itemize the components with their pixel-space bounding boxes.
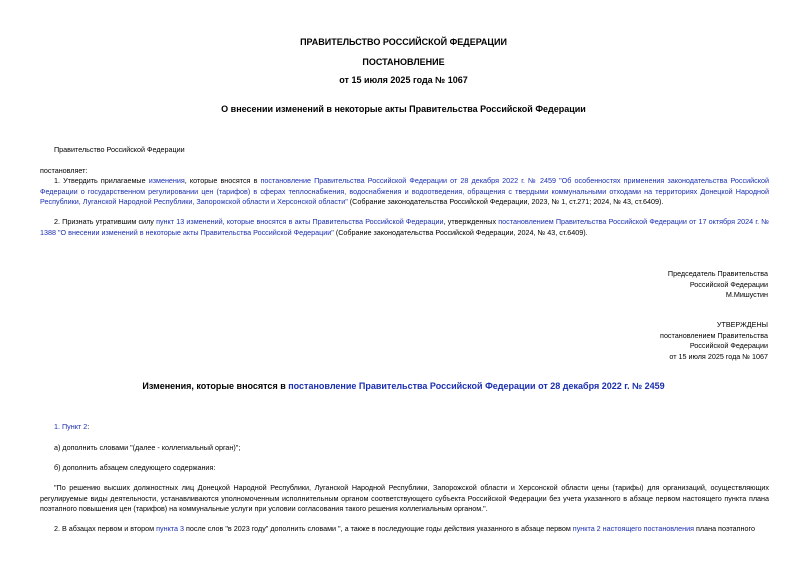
subitem-b: б) дополнить абзацем следующего содержания: (54, 463, 216, 472)
signature-position: Председатель Правительства (667, 269, 768, 278)
item-3-link[interactable]: пункта 3 (156, 524, 184, 533)
signature-org: Российской Федерации (689, 279, 768, 289)
approval-line-3: Российской Федерации (689, 341, 768, 350)
resolves-word: постановляет: (40, 166, 88, 175)
changes-link[interactable]: изменения (148, 176, 185, 185)
document-type: ПОСТАНОВЛЕНИЕ (362, 57, 445, 67)
resolution-2459-link[interactable]: постановление Правительства Российской Федерации от 28 декабря 2022 г. № 2459 "Об особенностях применения законодательства Российской Федерации о государственном регулировании цен (тарифов) в сферах теплоснабжения, водоснабжения и водоотведения, обращения с твердыми коммунальными отходами на территориях Донецкой Народной Республики, Луганской Народной Республики, Запорожской области и Херсонской области" (40, 176, 769, 206)
government-heading: ПРАВИТЕЛЬСТВО РОССИЙСКОЙ ФЕДЕРАЦИИ (300, 37, 507, 47)
item-2-link[interactable]: пункта 2 настоящего постановления (572, 524, 695, 533)
paragraph-2: 2. Признать утратившим силу пункт 13 изменений, которые вносятся в акты Правительства Российской Федерации, утвержденных постановлением Правительства Российской Федерации от 17 октября 2024 г. № 1388 "О внесении изменений в некоторые акты Правительства Российской Федерации" (Собрание законодательства Российской Федерации, 2024, № 43, ст.6409). (40, 217, 770, 237)
paragraph-1: 1. Утвердить прилагаемые изменения, которые вносятся в постановление Правительства Российской Федерации от 28 декабря 2022 г. № 2459 "Об особенностях применения законодательства Российской Федерации о государственном регулировании цен (тарифов) в сферах теплоснабжения, водоснабжения и водоотведения, обращения с твердыми коммунальными отходами на территориях Донецкой Народной Республики, Луганской Народной Республики, Запорожской области и Херсонской области" (Собрание законодательства Российской Федерации, 2023, № 1, ст.271; 2024, № 43, ст.6409). (40, 176, 769, 206)
government-name: Правительство Российской Федерации (54, 145, 185, 154)
document-title: О внесении изменений в некоторые акты Правительства Российской Федерации (221, 104, 586, 114)
quoted-paragraph: "По решению высших должностных лиц Донецкой Народной Республики, Луганской Народной Республики, Запорожской области и Херсонской области цены (тарифы) для организаций, осуществляющих регулируемые виды деятельности, устанавливаются уполномоченным исполнительным органом соответствующего субъекта Российской Федерации без учета указанного в абзаце первом настоящего пункта плана поэтапного повышения цен (тарифов) на коммунальные услуги при условии согласования такого решения коллегиальным органом.". (40, 483, 769, 513)
item-2: 2. В абзацах первом и втором пункта 3 после слов "в 2023 году" дополнить словами ", а также в последующие годы действия указанного в абзаце первом пункта 2 настоящего постановления плана поэтапного (54, 524, 755, 533)
approval-date: от 15 июля 2025 года № 1067 (669, 351, 768, 361)
subitem-a: а) дополнить словами "(далее - коллегиальный орган)"; (54, 443, 241, 452)
item-1: 1. Пункт 2: (54, 422, 90, 431)
signature-name: М.Мишустин (725, 290, 768, 299)
changes-title-link[interactable]: постановление Правительства Российской Федерации от 28 декабря 2022 г. № 2459 (288, 381, 665, 391)
item-13-link[interactable]: пункт 13 изменений, которые вносятся в акты Правительства Российской Федерации (156, 217, 444, 226)
approval-block (660, 320, 768, 362)
signature-block (668, 269, 768, 301)
changes-title: Изменения, которые вносятся в постановление Правительства Российской Федерации от 28 декабря 2022 г. № 2459 (142, 381, 665, 391)
item-1-link[interactable]: 1. Пункт 2 (54, 422, 88, 431)
document-date: от 15 июля 2025 года № 1067 (339, 75, 468, 85)
resolution-1388-link[interactable]: постановлением Правительства Российской Федерации от 17 октября 2024 г. № 1388 "О внесении изменений в некоторые акты Правительства Российской Федерации" (40, 217, 770, 237)
approval-line-2: постановлением Правительства (660, 330, 768, 340)
approval-heading: УТВЕРЖДЕНЫ (716, 320, 768, 329)
